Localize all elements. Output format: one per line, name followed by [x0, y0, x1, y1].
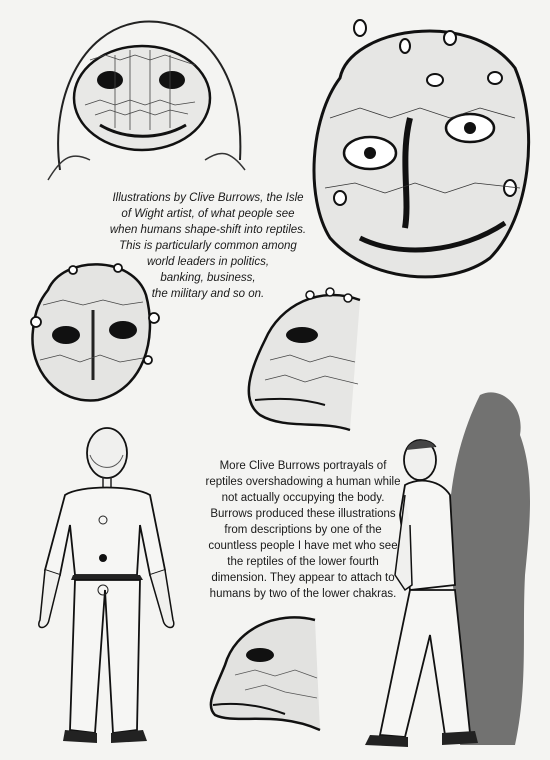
- reptile-head-bottom-sketch: [205, 610, 325, 740]
- caption-line: the reptiles of the lower fourth: [227, 556, 379, 568]
- caption-line: Illustrations by Clive Burrows, the Isle: [112, 192, 304, 204]
- caption-line: countless people I have met who see: [208, 540, 398, 552]
- caption-top: [108, 190, 308, 302]
- caption-line: world leaders in politics,: [146, 256, 270, 268]
- caption-line: not actually occupying the body.: [221, 492, 385, 504]
- caption-line: when humans shape-shift into reptiles.: [109, 224, 307, 236]
- caption-line: reptiles overshadowing a human while: [205, 476, 401, 488]
- large-reptile-face-sketch: [300, 8, 540, 288]
- standing-man-front-sketch: [25, 425, 185, 755]
- caption-line: the military and so on.: [151, 288, 265, 300]
- caption-line: This is particularly common among: [119, 240, 297, 252]
- caption-line: from descriptions by one of the: [224, 524, 382, 536]
- caption-line: humans by two of the lower chakras.: [209, 588, 397, 600]
- caption-line: More Clive Burrows portrayals of: [219, 460, 387, 472]
- caption-bottom: [178, 458, 428, 602]
- caption-line: Burrows produced these illustrations: [210, 508, 396, 520]
- hooded-reptile-head-sketch: [30, 10, 260, 190]
- caption-line: of Wight artist, of what people see: [121, 208, 295, 220]
- caption-line: banking, business,: [160, 272, 256, 284]
- caption-line: dimension. They appear to attach to: [211, 572, 395, 584]
